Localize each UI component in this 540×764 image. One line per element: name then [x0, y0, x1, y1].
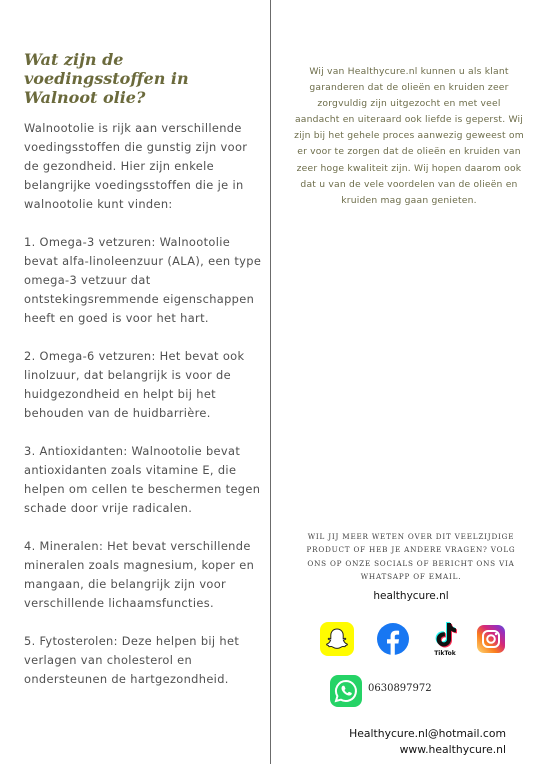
whatsapp-icon[interactable]	[330, 675, 362, 707]
instagram-icon[interactable]	[476, 624, 506, 654]
website-link[interactable]: www.healthycure.nl	[399, 743, 506, 756]
omega6-paragraph: 2. Omega-6 vetzuren: Het bevat ook linolzuur, dat belangrijk is voor de huidgezondheid en helpt bij het behouden van de huidbarrière.	[24, 349, 245, 420]
facebook-icon[interactable]	[376, 622, 410, 656]
nutrients-column	[24, 50, 264, 708]
column-divider	[270, 0, 271, 764]
page-heading: Wat zijn de voedingsstoffen in Walnoot olie?	[24, 50, 189, 107]
phytosterols-paragraph: 5. Fytosterolen: Deze helpen bij het verlagen van cholesterol en ondersteunen de hartgezondheid.	[24, 634, 240, 686]
phone-number[interactable]: 0630897972	[368, 683, 432, 694]
site-label[interactable]: healthycure.nl	[373, 590, 449, 602]
antioxidants-paragraph: 3. Antioxidanten: Walnootolie bevat antioxidanten zoals vitamine E, die helpen om cellen te beschermen tegen schade door vrije radicalen.	[24, 444, 261, 515]
contact-note: WIL JIJ MEER WETEN OVER DIT VEELZIJDIGE PRODUCT OF HEB JE ANDERE VRAGEN? VOLG ONS OP ONZE SOCIALS OF BERICHT ONS VIA WHATSAPP OF EMAIL.	[306, 532, 516, 582]
intro-paragraph: Walnootolie is rijk aan verschillende voedingsstoffen die gunstig zijn voor de gezondheid. Hier zijn enkele belangrijke voedingsstoffen die je in walnootolie kunt vinden:	[24, 121, 248, 211]
guarantee-text: Wij van Healthycure.nl kunnen u als klant garanderen dat de olieën en kruiden zeer zorgvuldig zijn uitgezocht en met veel aandacht en uiteraard ook liefde is geperst. Wij zijn bij het gehele proces aanwezig geweest om er voor te zorgen dat de olieën en kruiden van zeer hoge kwaliteit zijn. Wij hopen daarom ook dat u van de vele voordelen van de olieën en kruiden mag gaan genieten.	[294, 66, 524, 206]
tiktok-label: TikTok	[434, 650, 456, 656]
snapchat-icon[interactable]	[320, 622, 354, 656]
omega3-paragraph: 1. Omega-3 vetzuren: Walnootolie bevat alfa-linoleenzuur (ALA), een type omega-3 vetzuur dat ontstekingsremmende eigenschappen heeft en goed is voor het hart.	[24, 235, 262, 325]
minerals-paragraph: 4. Mineralen: Het bevat verschillende mineralen zoals magnesium, koper en mangaan, die belangrijk zijn voor verschillende lichaamsfuncties.	[24, 539, 255, 610]
tiktok-icon[interactable]	[430, 620, 464, 654]
email-address[interactable]: Healthycure.nl@hotmail.com	[349, 727, 506, 740]
